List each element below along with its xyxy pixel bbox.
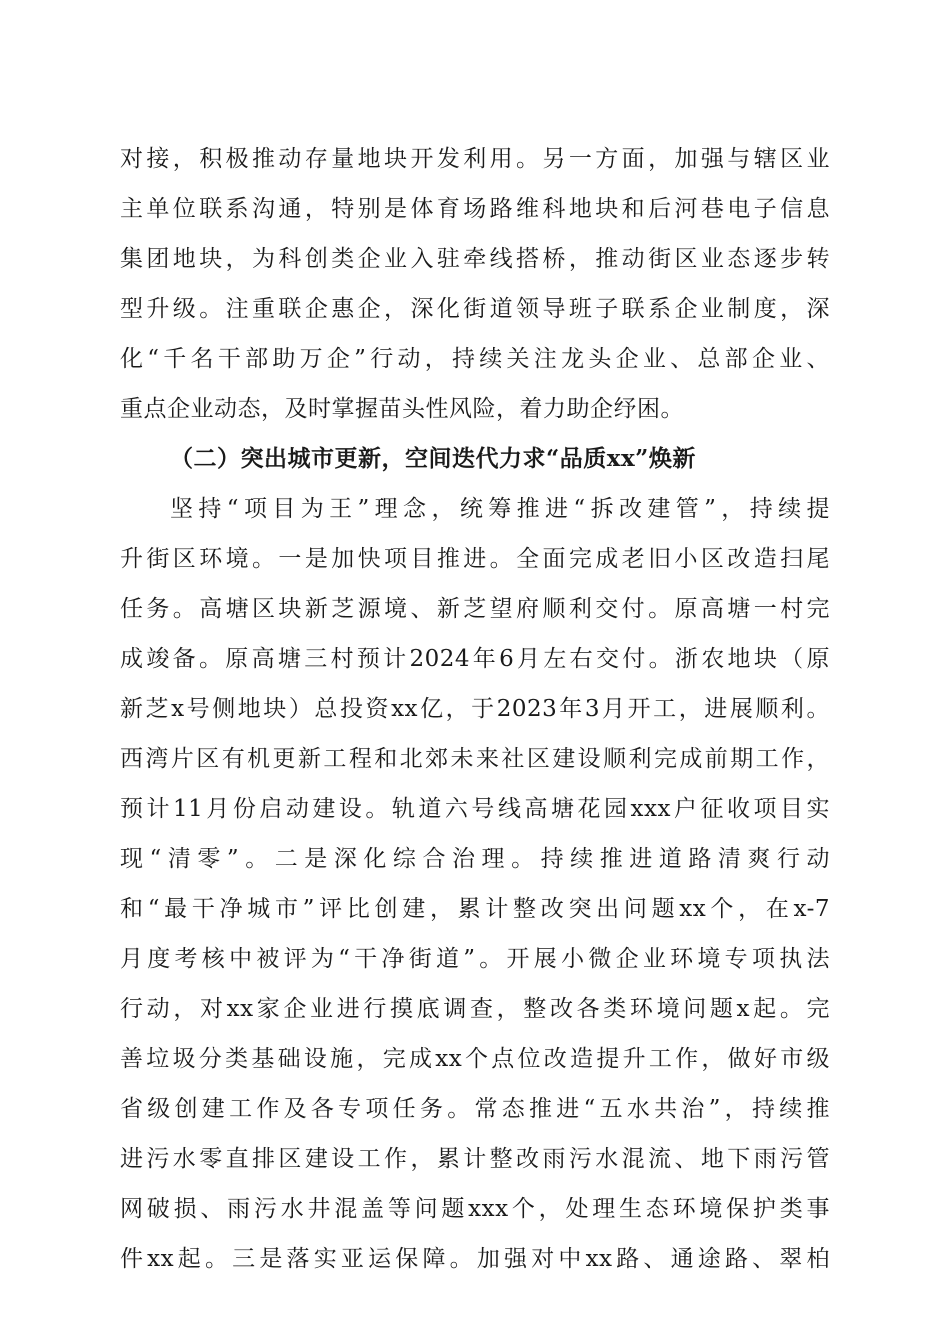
body-text-line: 新芝x号侧地块）总投资xx亿，于2023年3月开工，进展顺利。 <box>120 696 830 722</box>
body-text-line: 件xx起。三是落实亚运保障。加强对中xx路、通途路、翠柏 <box>120 1246 830 1272</box>
body-text-line: 集团地块，为科创类企业入驻牵线搭桥，推动街区业态逐步转 <box>120 246 830 272</box>
body-text-line: 月度考核中被评为“干净街道”。开展小微企业环境专项执法 <box>120 946 830 972</box>
body-text-line: 对接，积极推动存量地块开发利用。另一方面，加强与辖区业 <box>120 146 830 172</box>
body-text-line: 行动，对xx家企业进行摸底调查，整改各类环境问题x起。完 <box>120 996 830 1022</box>
paragraph-first-line: 坚持“项目为王”理念，统筹推进“拆改建管”，持续提 <box>170 496 830 522</box>
body-text-line: 善垃圾分类基础设施，完成xx个点位改造提升工作，做好市级 <box>120 1046 830 1072</box>
body-text-line: 网破损、雨污水井混盖等问题xxx个，处理生态环境保护类事 <box>120 1196 830 1222</box>
body-text-line: 化“千名干部助万企”行动，持续关注龙头企业、总部企业、 <box>120 346 830 372</box>
body-text-line: 型升级。注重联企惠企，深化街道领导班子联系企业制度，深 <box>120 296 830 322</box>
body-text-line: 任务。高塘区块新芝源境、新芝望府顺利交付。原高塘一村完 <box>120 596 830 622</box>
body-text-line: 升街区环境。一是加快项目推进。全面完成老旧小区改造扫尾 <box>120 546 830 572</box>
body-text-line: 预计11月份启动建设。轨道六号线高塘花园xxx户征收项目实 <box>120 796 830 822</box>
body-text-line: 主单位联系沟通，特别是体育场路维科地块和后河巷电子信息 <box>120 196 830 222</box>
body-text-line: 进污水零直排区建设工作，累计整改雨污水混流、地下雨污管 <box>120 1146 830 1172</box>
body-text-line: 现“清零”。二是深化综合治理。持续推进道路清爽行动 <box>120 846 830 872</box>
body-text-line: 成竣备。原高塘三村预计2024年6月左右交付。浙农地块（原 <box>120 646 830 672</box>
body-text-line: 和“最干净城市”评比创建，累计整改突出问题xx个，在x-7 <box>120 896 830 922</box>
section-heading: （二）突出城市更新，空间迭代力求“品质xx”焕新 <box>170 445 696 472</box>
body-text-line: 西湾片区有机更新工程和北郊未来社区建设顺利完成前期工作， <box>120 746 830 772</box>
body-text-line: 省级创建工作及各专项任务。常态推进“五水共治”，持续推 <box>120 1096 830 1122</box>
body-text-line: 重点企业动态，及时掌握苗头性风险，着力助企纾困。 <box>120 396 684 422</box>
